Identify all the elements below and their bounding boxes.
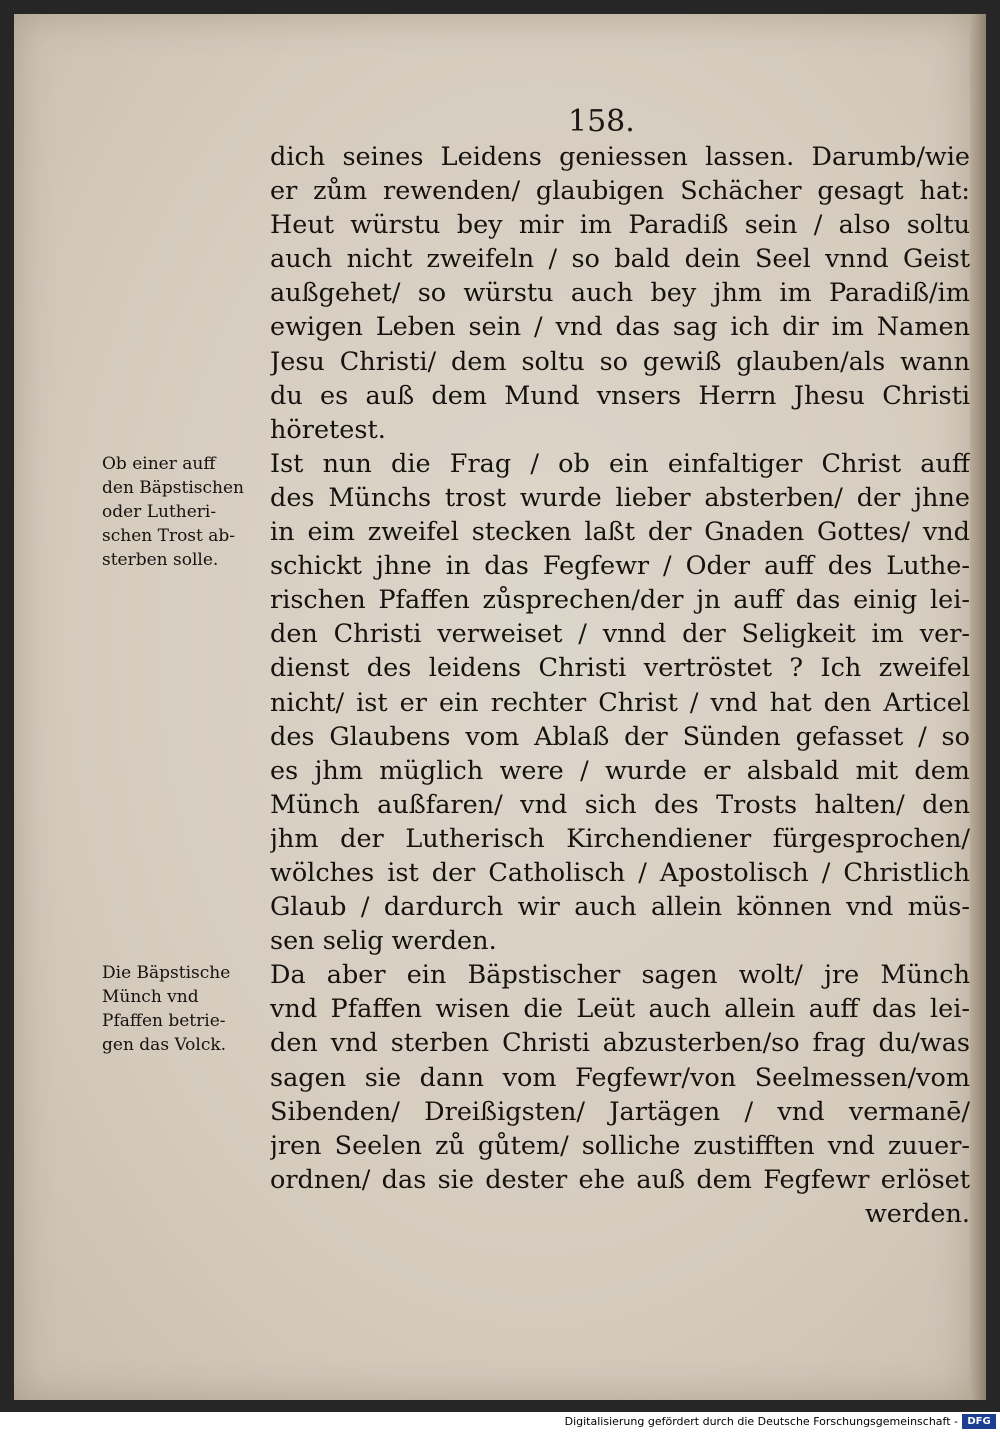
text-line: ordnen/ das sie dester ehe auß dem Fegfewr erlöset xyxy=(270,1164,970,1195)
margin-note-line: schen Trost ab- xyxy=(102,526,236,546)
page-number: 158. xyxy=(568,104,635,139)
footer-credit: Digitalisierung gefördert durch die Deutsche Forschungsgemeinschaft - xyxy=(564,1415,958,1428)
text-line: nicht/ ist er ein rechter Christ / vnd hat den Articel xyxy=(270,687,970,718)
text-line: höretest. xyxy=(270,414,386,445)
page-edge xyxy=(970,14,986,1400)
text-line: sen selig werden. xyxy=(270,926,497,957)
margin-note-line: Die Bäpstische xyxy=(102,963,231,983)
text-line: Münch außfaren/ vnd sich des Trosts halten/ den xyxy=(270,789,970,820)
margin-note-line: Münch vnd xyxy=(102,987,199,1007)
margin-note xyxy=(102,961,270,1057)
text-line: des Glaubens vom Ablaß der Sünden gefasset / so xyxy=(270,721,970,752)
text-line: Ist nun die Frag / ob ein einfaltiger Christ auff xyxy=(270,448,970,479)
dfg-logo[interactable]: DFG xyxy=(962,1414,996,1429)
margin-note-line: Ob einer auff xyxy=(102,454,216,474)
text-line: Heut würstu bey mir im Paradiß sein / also soltu xyxy=(270,210,970,241)
text-line: in eim zweifel stecken laßt der Gnaden Gottes/ vnd xyxy=(270,517,970,548)
margin-note xyxy=(102,452,270,572)
text-line: wölches ist der Catholisch / Apostolisch / Christlich xyxy=(270,857,970,888)
margin-note-line: gen das Volck. xyxy=(102,1035,227,1055)
text-line: dienst des leidens Christi vertröstet ? Ich zweifel xyxy=(270,653,970,684)
text-line: er zům rewenden/ glaubigen Schächer gesagt hat: xyxy=(270,176,970,207)
margin-note-line: den Bäpstischen xyxy=(102,478,245,498)
footer xyxy=(0,1412,1000,1432)
text-line: auch nicht zweifeln / so bald dein Seel vnnd Geist xyxy=(270,244,970,275)
text-line: den Christi verweiset / vnnd der Seligkeit im ver- xyxy=(270,619,970,650)
margin-note-line: sterben solle. xyxy=(102,550,219,570)
body-text xyxy=(270,140,970,1231)
text-line: du es auß dem Mund vnsers Herrn Jhesu Christi xyxy=(270,380,970,411)
text-line: jhm der Lutherisch Kirchendiener fürgesprochen/ xyxy=(270,823,970,854)
text-line: vnd Pfaffen wisen die Leüt auch allein auff das lei- xyxy=(270,994,970,1025)
text-line: des Münchs trost wurde lieber absterben/ der jhne xyxy=(270,482,970,513)
text-line: Jesu Christi/ dem soltu so gewiß glauben/als wann xyxy=(270,346,970,377)
text-line: ewigen Leben sein / vnd das sag ich dir im Namen xyxy=(270,312,970,343)
text-line: den vnd sterben Christi abzusterben/so frag du/was xyxy=(270,1028,970,1059)
text-line: Sibenden/ Dreißigsten/ Jartägen / vnd vermanē/ xyxy=(270,1096,970,1127)
text-line: Glaub / dardurch wir auch allein können vnd müs- xyxy=(270,892,970,923)
text-line: werden. xyxy=(864,1198,970,1229)
text-line: sagen sie dann vom Fegfewr/von Seelmessen/vom xyxy=(270,1062,970,1093)
text-line: es jhm müglich were / wurde er alsbald mit dem xyxy=(270,755,970,786)
text-line: Da aber ein Bäpstischer sagen wolt/ jre Münch xyxy=(270,960,970,991)
margin-note-line: Pfaffen betrie- xyxy=(102,1011,226,1031)
text-line: rischen Pfaffen zůsprechen/der jn auff das einig lei- xyxy=(270,585,970,616)
text-line: außgehet/ so würstu auch bey jhm im Paradiß/im xyxy=(270,278,970,309)
text-line: dich seines Leidens geniessen lassen. Darumb/wie xyxy=(270,142,970,172)
text-line: jren Seelen zů gůtem/ solliche zustifften vnd zuuer- xyxy=(270,1130,970,1161)
text-line: schickt jhne in das Fegfewr / Oder auff des Luthe- xyxy=(270,551,970,582)
margin-note-line: oder Lutheri- xyxy=(102,502,217,522)
